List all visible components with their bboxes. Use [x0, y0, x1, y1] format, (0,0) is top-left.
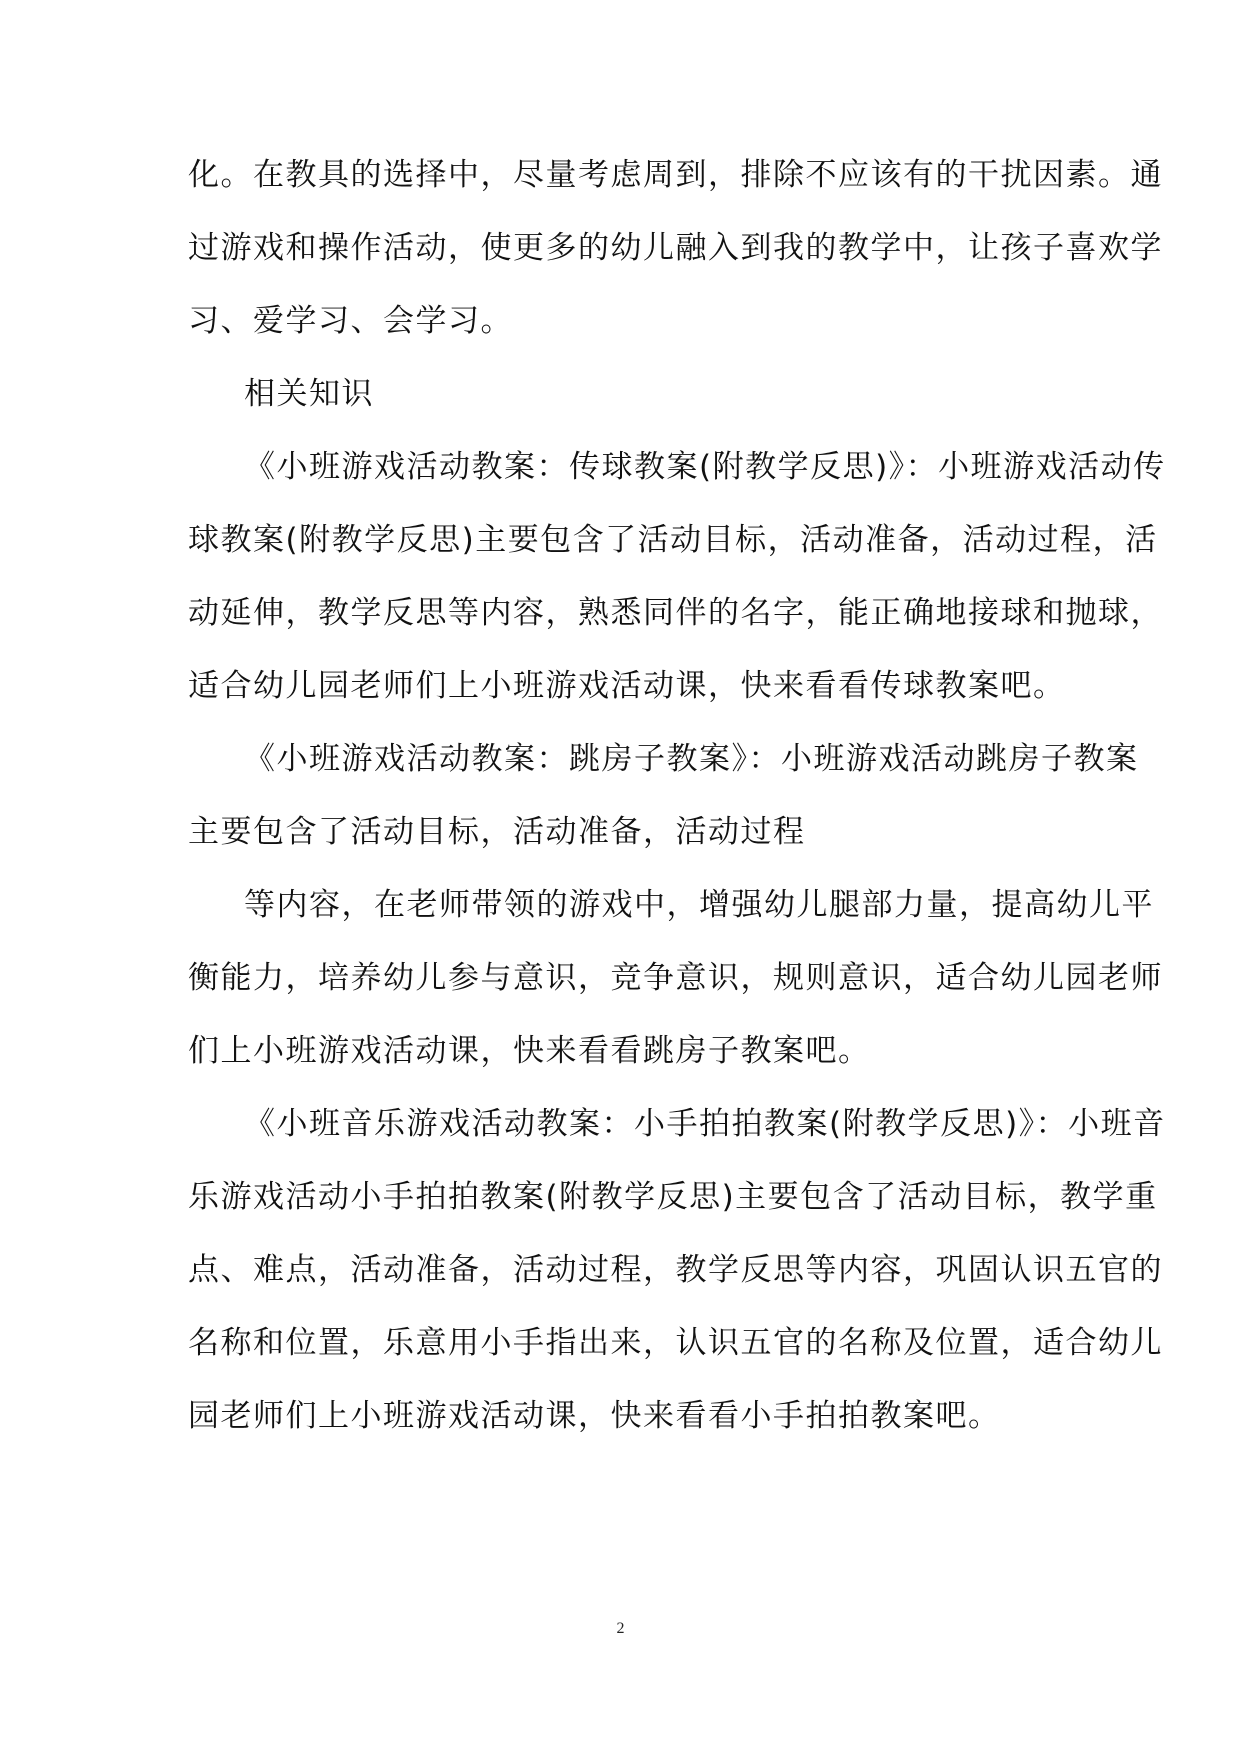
text-line: 主要包含了活动目标，活动准备，活动过程 — [188, 814, 806, 850]
text-line: 乐游戏活动小手拍拍教案(附教学反思)主要包含了活动目标，教学重 — [188, 1179, 1158, 1215]
text-line: 等内容，在老师带领的游戏中，增强幼儿腿部力量，提高幼儿平 — [244, 887, 1154, 923]
text-line: 们上小班游戏活动课，快来看看跳房子教案吧。 — [188, 1033, 871, 1069]
text-line: 《小班游戏活动教案：传球教案(附教学反思)》：小班游戏活动传 — [244, 449, 1166, 485]
section-heading: 相关知识 — [244, 376, 374, 412]
page-number: 2 — [616, 1620, 625, 1637]
text-line: 《小班音乐游戏活动教案：小手拍拍教案(附教学反思)》：小班音 — [244, 1106, 1166, 1142]
text-line: 动延伸，教学反思等内容，熟悉同伴的名字，能正确地接球和抛球， — [188, 595, 1163, 631]
text-line: 化。在教具的选择中，尽量考虑周到，排除不应该有的干扰因素。通 — [188, 157, 1163, 193]
text-line: 点、难点，活动准备，活动过程，教学反思等内容，巩固认识五官的 — [188, 1252, 1163, 1288]
text-line: 习、爱学习、会学习。 — [188, 303, 513, 339]
text-line: 园老师们上小班游戏活动课，快来看看小手拍拍教案吧。 — [188, 1398, 1001, 1434]
text-line: 过游戏和操作活动，使更多的幼儿融入到我的教学中，让孩子喜欢学 — [188, 230, 1163, 266]
text-line: 衡能力，培养幼儿参与意识，竞争意识，规则意识，适合幼儿园老师 — [188, 960, 1163, 996]
text-line: 名称和位置，乐意用小手指出来，认识五官的名称及位置，适合幼儿 — [188, 1325, 1163, 1361]
text-line: 《小班游戏活动教案：跳房子教案》：小班游戏活动跳房子教案 — [244, 741, 1139, 777]
text-line: 适合幼儿园老师们上小班游戏活动课，快来看看传球教案吧。 — [188, 668, 1066, 704]
text-line: 球教案(附教学反思)主要包含了活动目标，活动准备，活动过程，活 — [188, 522, 1158, 558]
